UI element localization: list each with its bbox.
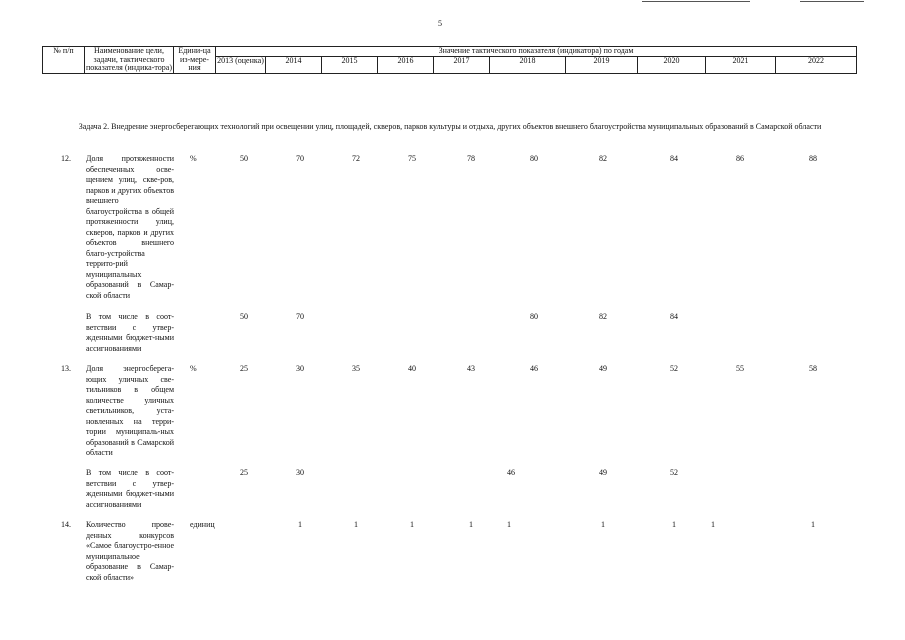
header-year: 2020 [638, 56, 706, 73]
row-value: 78 [467, 154, 475, 163]
header-number: № п/п [43, 47, 85, 74]
row-value: 35 [352, 364, 360, 373]
row-value: 1 [410, 520, 414, 529]
header-table [42, 46, 857, 74]
row-value: 75 [408, 154, 416, 163]
row-value: 30 [296, 468, 304, 477]
row-value: 80 [530, 154, 538, 163]
row-value: 25 [240, 468, 248, 477]
header-year: 2019 [566, 56, 638, 73]
row-value: 1 [298, 520, 302, 529]
row-value: 25 [240, 364, 248, 373]
row-value: 46 [507, 468, 515, 477]
row-value: 1 [469, 520, 473, 529]
header-year: 2022 [776, 56, 857, 73]
header-year: 2016 [378, 56, 434, 73]
row-value: 50 [240, 154, 248, 163]
row-value: 1 [507, 520, 511, 529]
row-unit: % [190, 364, 197, 373]
top-rule-right [800, 1, 864, 2]
row-name: Доля энергосберега-ющих уличных све-тильников в общем количестве уличных светильников, уста-новленных на терри-тории муниципаль-ных образований в Самарской области [86, 364, 174, 457]
row-value: 58 [809, 364, 817, 373]
task-title: Задача 2. Внедрение энергосберегающих технологий при освещении улиц, площадей, скверов, парков культуры и отдыха, других объектов внешнего благоустройства муниципальных образований в Самарской области [78, 122, 822, 131]
row-value: 50 [240, 312, 248, 321]
row-value: 80 [530, 312, 538, 321]
row-value: 55 [736, 364, 744, 373]
row-unit: % [190, 154, 197, 163]
row-value: 1 [354, 520, 358, 529]
header-year: 2014 [266, 56, 322, 73]
row-value: 70 [296, 312, 304, 321]
row-value: 1 [601, 520, 605, 529]
row-value: 49 [599, 364, 607, 373]
row-value: 1 [811, 520, 815, 529]
header-year: 2018 [490, 56, 566, 73]
row-value: 88 [809, 154, 817, 163]
row-value: 84 [670, 154, 678, 163]
row-value: 86 [736, 154, 744, 163]
row-value: 43 [467, 364, 475, 373]
row-number: 13. [61, 364, 71, 373]
row-value: 1 [672, 520, 676, 529]
row-name: Доля протяженности обеспеченных осве-щением улиц, скве-ров, парков и других объектов внешнего благоустройства в общей протяженности улиц, скверов, парков и других объектов внешнего благо-устройства террито-рий муниципальных образований в Самар-ской области [86, 154, 174, 300]
header-values-title: Значение тактического показателя (индикатора) по годам [216, 47, 857, 57]
row-value: 72 [352, 154, 360, 163]
row-value: 82 [599, 154, 607, 163]
row-number: 14. [61, 520, 71, 529]
row-name: Количество прове-денных конкурсов «Самое благоустро-енное муниципальное образование в Самар-ской области» [86, 520, 174, 582]
row-value: 49 [599, 468, 607, 477]
header-year: 2021 [706, 56, 776, 73]
row-value: 52 [670, 364, 678, 373]
header-unit: Едини-ца из-мере-ния [174, 47, 216, 74]
row-value: 30 [296, 364, 304, 373]
header-year: 2013 (оценка) [216, 56, 266, 73]
header-year: 2017 [434, 56, 490, 73]
page-number: 5 [438, 19, 442, 28]
row-value: 1 [711, 520, 715, 529]
row-value: 40 [408, 364, 416, 373]
header-name: Наименование цели, задачи, тактического показателя (индика-тора) [86, 46, 172, 72]
row-value: 84 [670, 312, 678, 321]
row-value: 82 [599, 312, 607, 321]
row-number: 12. [61, 154, 71, 163]
row-value: 70 [296, 154, 304, 163]
top-rule-left [642, 1, 750, 2]
row-value: 46 [530, 364, 538, 373]
row-name: В том числе в соот-ветствии с утвер-жденными бюджет-ными ассигнованиями [86, 312, 174, 353]
row-value: 52 [670, 468, 678, 477]
header-year: 2015 [322, 56, 378, 73]
row-name: В том числе в соот-ветствии с утвер-жденными бюджет-ными ассигнованиями [86, 468, 174, 509]
row-unit: единиц [190, 520, 215, 529]
